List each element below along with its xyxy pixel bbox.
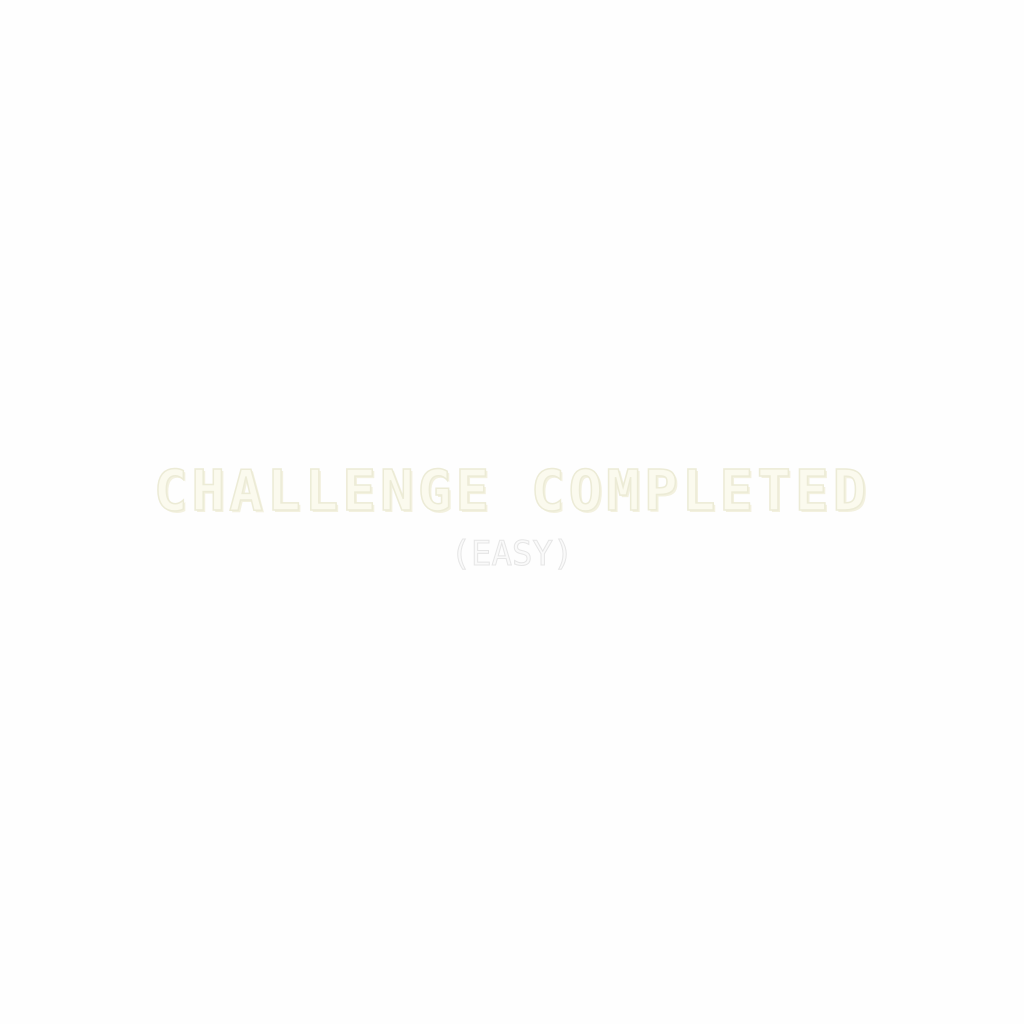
challenge-completed-title: CHALLENGE COMPLETED (153, 459, 871, 524)
difficulty-label: (EASY) (450, 534, 574, 574)
completion-banner (0, 460, 1024, 574)
